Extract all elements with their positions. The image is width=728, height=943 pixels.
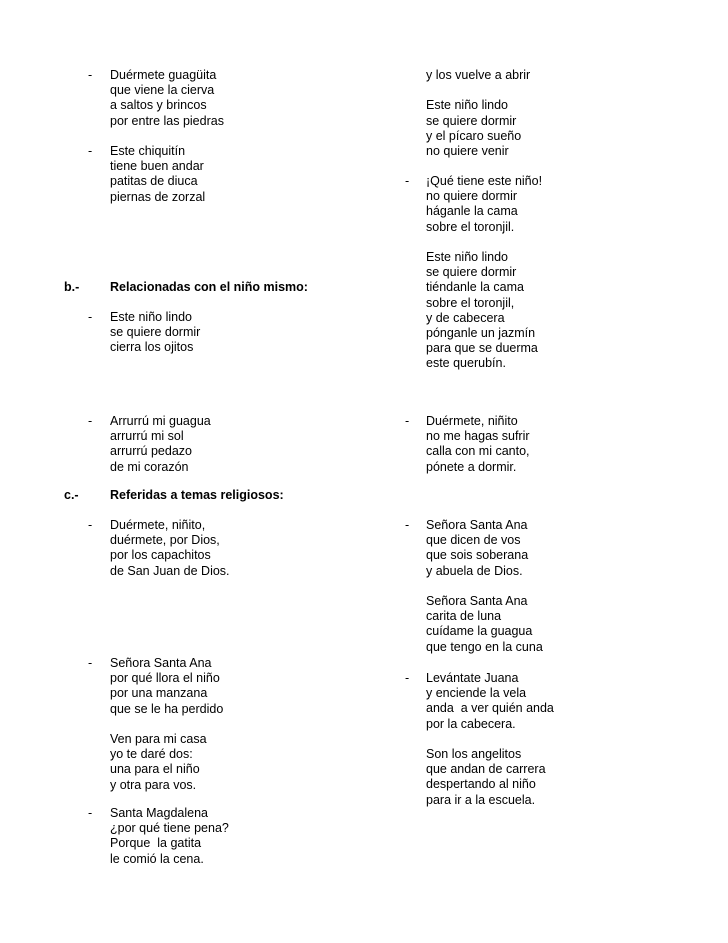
poem-stanza xyxy=(110,806,229,867)
poem-line: y de cabecera xyxy=(426,310,505,325)
poem-line: que viene la cierva xyxy=(110,83,215,98)
poem-line: ¡Qué tiene este niño! xyxy=(426,174,543,188)
poem-line: que tengo en la cuna xyxy=(426,639,543,654)
section-b-marker: b.- xyxy=(64,280,80,294)
poem-line: pónganle un jazmín xyxy=(426,325,536,340)
poem-line: le comió la cena. xyxy=(110,851,204,866)
poem-line: y el pícaro sueño xyxy=(426,128,522,143)
poem-stanza xyxy=(110,144,205,205)
poem-line: despertando al niño xyxy=(426,777,536,792)
poem-line: sobre el toronjil. xyxy=(426,219,515,234)
poem-line: para que se duerma xyxy=(426,341,538,356)
poem-line: se quiere dormir xyxy=(426,113,517,128)
poem-line: piernas de zorzal xyxy=(110,189,206,204)
bullet-dash: - xyxy=(88,310,93,324)
poem-line xyxy=(426,732,554,747)
poem-line: que se le ha perdido xyxy=(110,701,224,716)
poem-line: que dicen de vos xyxy=(426,533,521,548)
bullet-dash: - xyxy=(88,518,93,532)
poem-line: Este niño lindo xyxy=(426,249,509,264)
poem-stanza xyxy=(110,518,230,579)
poem-line: Santa Magdalena xyxy=(110,806,208,820)
poem-line: patitas de diuca xyxy=(110,174,198,189)
poem-line: sobre el toronjil, xyxy=(426,295,515,310)
poem-line: que sois soberana xyxy=(426,548,529,563)
poem-stanza xyxy=(426,174,542,371)
poem-line: no quiere venir xyxy=(426,143,509,158)
poem-line: carita de luna xyxy=(426,609,502,624)
poem-line: Este niño lindo xyxy=(110,310,193,324)
poem-line: pónete a dormir. xyxy=(426,459,517,474)
poem-line: Señora Santa Ana xyxy=(110,656,212,670)
bullet-dash: - xyxy=(88,656,93,670)
bullet-dash: - xyxy=(88,414,93,428)
poem-line: Señora Santa Ana xyxy=(426,593,528,608)
poem-line: por la cabecera. xyxy=(426,716,516,731)
poem-line: Levántate Juana xyxy=(426,671,519,685)
poem-stanza xyxy=(110,310,200,356)
poem-line xyxy=(426,579,543,594)
poem-line: que andan de carrera xyxy=(426,762,546,777)
poem-line: Duérmete, niñito xyxy=(426,414,518,428)
poem-line: por una manzana xyxy=(110,686,208,701)
poem-line: ¿por qué tiene pena? xyxy=(110,821,229,836)
section-c-title: Referidas a temas religiosos: xyxy=(110,488,284,502)
poem-stanza xyxy=(110,68,224,129)
bullet-dash: - xyxy=(405,518,410,532)
poem-line: y otra para vos. xyxy=(110,777,197,792)
poem-line: Duérmete guagüita xyxy=(110,68,217,82)
poem-line: duérmete, por Dios, xyxy=(110,533,220,548)
bullet-dash: - xyxy=(405,414,410,428)
poem-stanza xyxy=(426,671,554,808)
poem-line: Duérmete, niñito, xyxy=(110,518,206,532)
poem-line: cuídame la guagua xyxy=(426,624,533,639)
poem-line: y los vuelve a abrir xyxy=(426,68,531,82)
poem-line: Este niño lindo xyxy=(426,98,509,113)
poem-line: Ven para mi casa xyxy=(110,731,207,746)
poem-line: una para el niño xyxy=(110,762,200,777)
poem-stanza xyxy=(110,414,211,475)
poem-stanza xyxy=(426,68,530,159)
poem-line: por entre las piedras xyxy=(110,113,224,128)
poem-line xyxy=(426,83,530,98)
poem-line: Este chiquitín xyxy=(110,144,186,158)
poem-line: Señora Santa Ana xyxy=(426,518,528,532)
poem-line: y abuela de Dios. xyxy=(426,563,523,578)
poem-line: calla con mi canto, xyxy=(426,444,530,459)
poem-stanza xyxy=(110,656,223,793)
bullet-dash: - xyxy=(405,174,410,188)
poem-line: Son los angelitos xyxy=(426,746,522,761)
poem-line: se quiere dormir xyxy=(110,325,201,340)
bullet-dash: - xyxy=(88,806,93,820)
poem-line: por qué llora el niño xyxy=(110,671,220,686)
poem-line: tiene buen andar xyxy=(110,159,204,174)
poem-line: para ir a la escuela. xyxy=(426,792,536,807)
poem-line: tiéndanle la cama xyxy=(426,280,524,295)
poem-line xyxy=(426,235,542,250)
poem-line: a saltos y brincos xyxy=(110,98,207,113)
section-c-marker: c.- xyxy=(64,488,79,502)
poem-stanza xyxy=(426,414,530,475)
bullet-dash: - xyxy=(88,144,93,158)
section-b-title: Relacionadas con el niño mismo: xyxy=(110,280,308,294)
poem-line: no me hagas sufrir xyxy=(426,429,530,444)
poem-line: Arrurrú mi guagua xyxy=(110,414,211,428)
poem-line: por los capachitos xyxy=(110,548,211,563)
poem-line: yo te daré dos: xyxy=(110,747,193,762)
bullet-dash: - xyxy=(88,68,93,82)
poem-line: cierra los ojitos xyxy=(110,340,194,355)
poem-line: no quiere dormir xyxy=(426,189,518,204)
poem-line: háganle la cama xyxy=(426,204,518,219)
poem-line: de mi corazón xyxy=(110,459,189,474)
poem-stanza xyxy=(426,518,543,655)
poem-line: Porque la gatita xyxy=(110,836,202,851)
poem-line: y enciende la vela xyxy=(426,686,527,701)
poem-line xyxy=(110,717,223,732)
poem-line: arrurrú pedazo xyxy=(110,444,192,459)
poem-line: arrurrú mi sol xyxy=(110,429,184,444)
poem-line: anda a ver quién anda xyxy=(426,701,554,716)
poem-line: este querubín. xyxy=(426,356,506,371)
poem-line: se quiere dormir xyxy=(426,265,517,280)
poem-line: de San Juan de Dios. xyxy=(110,563,230,578)
bullet-dash: - xyxy=(405,671,410,685)
